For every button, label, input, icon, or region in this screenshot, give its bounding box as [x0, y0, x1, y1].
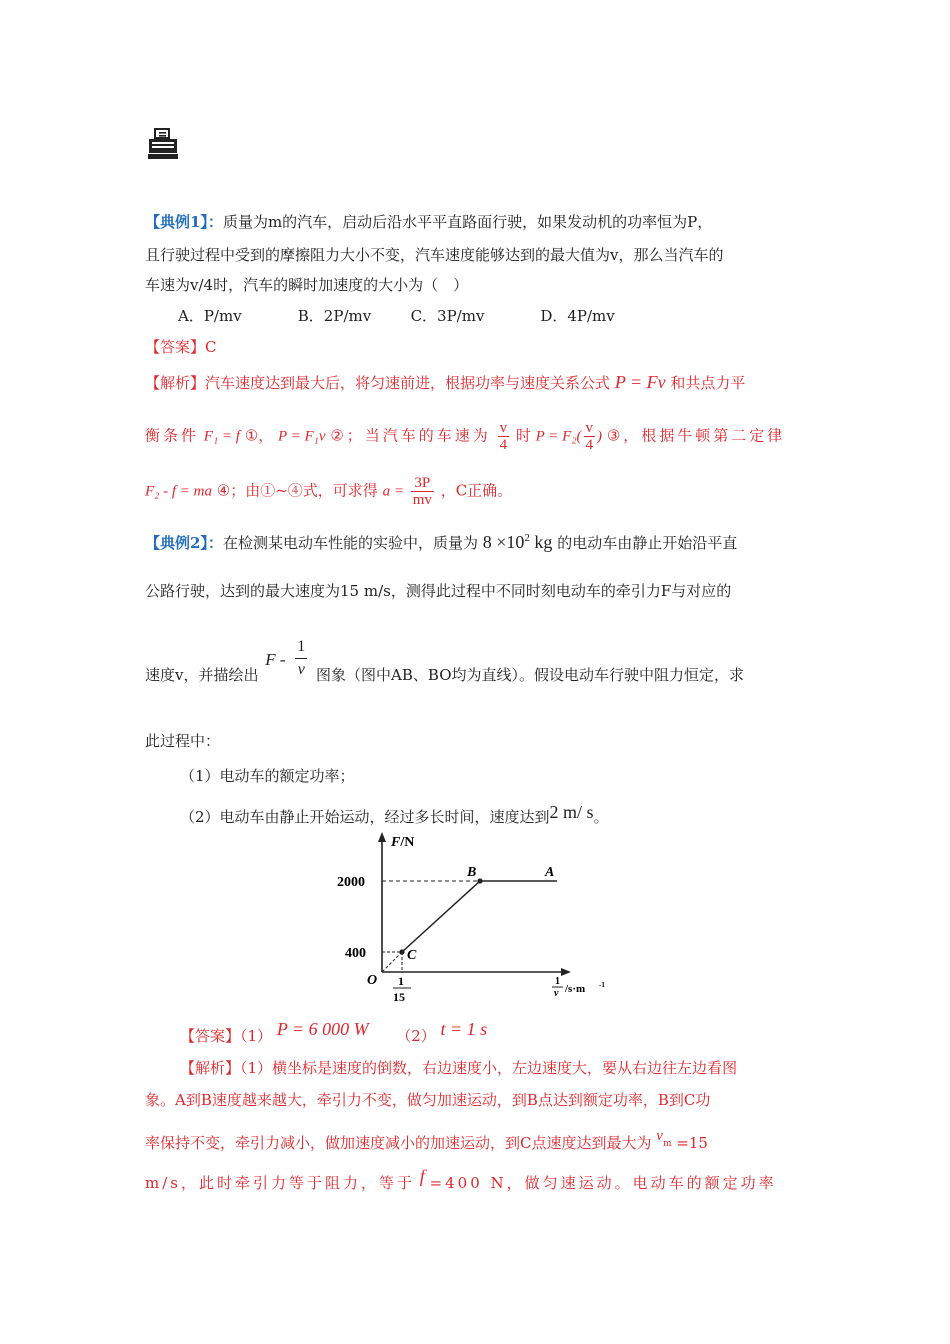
example2-analysis-line1: 【解析】（1）横坐标是速度的倒数，右边速度小，左边速度大，要从右边往左边看图	[180, 1059, 738, 1077]
example1-analysis-line2: 衡条件 F₁ = f ①， P = F₁v ②；当汽车的车速为 $\frac{v}{4}$ 时 P = F₂( $\frac{v}{4}$ ) ③，根据牛顿第二定律	[145, 420, 786, 453]
example2-line2: 公路行驶，达到的最大速度为15 m/s，测得此过程中不同时刻电动车的牵引力F与对应的	[145, 582, 732, 600]
option-c: C．3P/mv	[410, 307, 485, 325]
example1-answer: 【答案】C	[145, 338, 217, 356]
label-b: B	[467, 865, 477, 880]
printer-icon	[148, 128, 178, 160]
example1-line1: 【典例1】：质量为m的汽车，启动后沿水平平直路面行驶，如果发动机的功率恒为P，	[145, 213, 713, 231]
x-axis-label-den: v	[554, 988, 559, 999]
x-tick-den: 15	[393, 990, 405, 1004]
x-axis-label-exp: -1	[599, 981, 605, 989]
example2-analysis-line2: 象。A到B速度越来越大，牵引力不变，做匀加速运动，到B点达到额定功率，B到C功	[145, 1091, 711, 1109]
point-b	[477, 878, 482, 883]
option-d: D．4P/mv	[540, 307, 615, 325]
example1-analysis-line1: 【解析】汽车速度达到最大后，将匀速前进，根据功率与速度关系公式 P = Fv 和共点力平	[145, 372, 746, 392]
line-bc	[402, 881, 480, 952]
example2-line1: 【典例2】：在检测某电动车性能的实验中，质量为 $8 \times 10^2$ kg 的电动车由静止开始沿平直	[145, 532, 738, 552]
example1-options	[178, 306, 615, 326]
option-a: A．P/mv	[178, 307, 242, 325]
x-axis-label-num: 1	[555, 976, 560, 987]
example2-question2: （2）电动车由静止开始运动，经过多长时间，速度达到2 m/ s。	[180, 802, 609, 826]
example2-line4: 此过程中：	[145, 732, 221, 750]
label-c: C	[407, 948, 417, 963]
line-co-dashed	[382, 952, 402, 972]
example2-analysis-line4: m/s，此时牵引力等于阻力，等于 f =400 N，做匀速运动。电动车的额定功率	[145, 1166, 777, 1192]
y-axis-label: F/N	[391, 835, 415, 850]
example1-line2: 且行驶过程中受到的摩擦阻力大小不变，汽车速度能够达到的最大值为v，那么当汽车的	[145, 246, 724, 264]
example1-analysis-line3: F₂ - f = ma ④；由①~④式，可求得 a = $\frac{3P}{mv}$ ，C正确。	[145, 475, 513, 508]
x-tick-num: 1	[398, 974, 404, 988]
x-axis-arrow	[561, 968, 571, 976]
label-origin: O	[367, 973, 378, 988]
y-axis-arrow	[378, 832, 386, 842]
y-tick-400: 400	[345, 946, 366, 961]
example2-analysis-line3: 率保持不变，牵引力减小，做加速度减小的加速运动，到C点速度达到最大为 $v_m =15$	[145, 1128, 708, 1152]
option-b: B．2P/mv	[297, 307, 372, 325]
example2-answer: 【答案】（1） P = 6 000 W （2） t = 1 s	[180, 1019, 488, 1045]
point-c	[399, 949, 404, 954]
label-a: A	[545, 865, 555, 880]
example1-line3: 车速为v/4时，汽车的瞬时加速度的大小为（ ）	[145, 276, 469, 294]
example2-question1: （1）电动车的额定功率；	[180, 767, 355, 785]
force-inverse-velocity-graph	[325, 830, 615, 1005]
example2-line3: 速度v，并描绘出 F - $\frac{1}{v}$ 图象（图中AB、BO均为直线）。假设电动车行驶中阻力恒定，求	[145, 638, 745, 684]
x-axis-label-unit: /s·m	[565, 983, 586, 995]
y-tick-2000: 2000	[337, 875, 365, 890]
